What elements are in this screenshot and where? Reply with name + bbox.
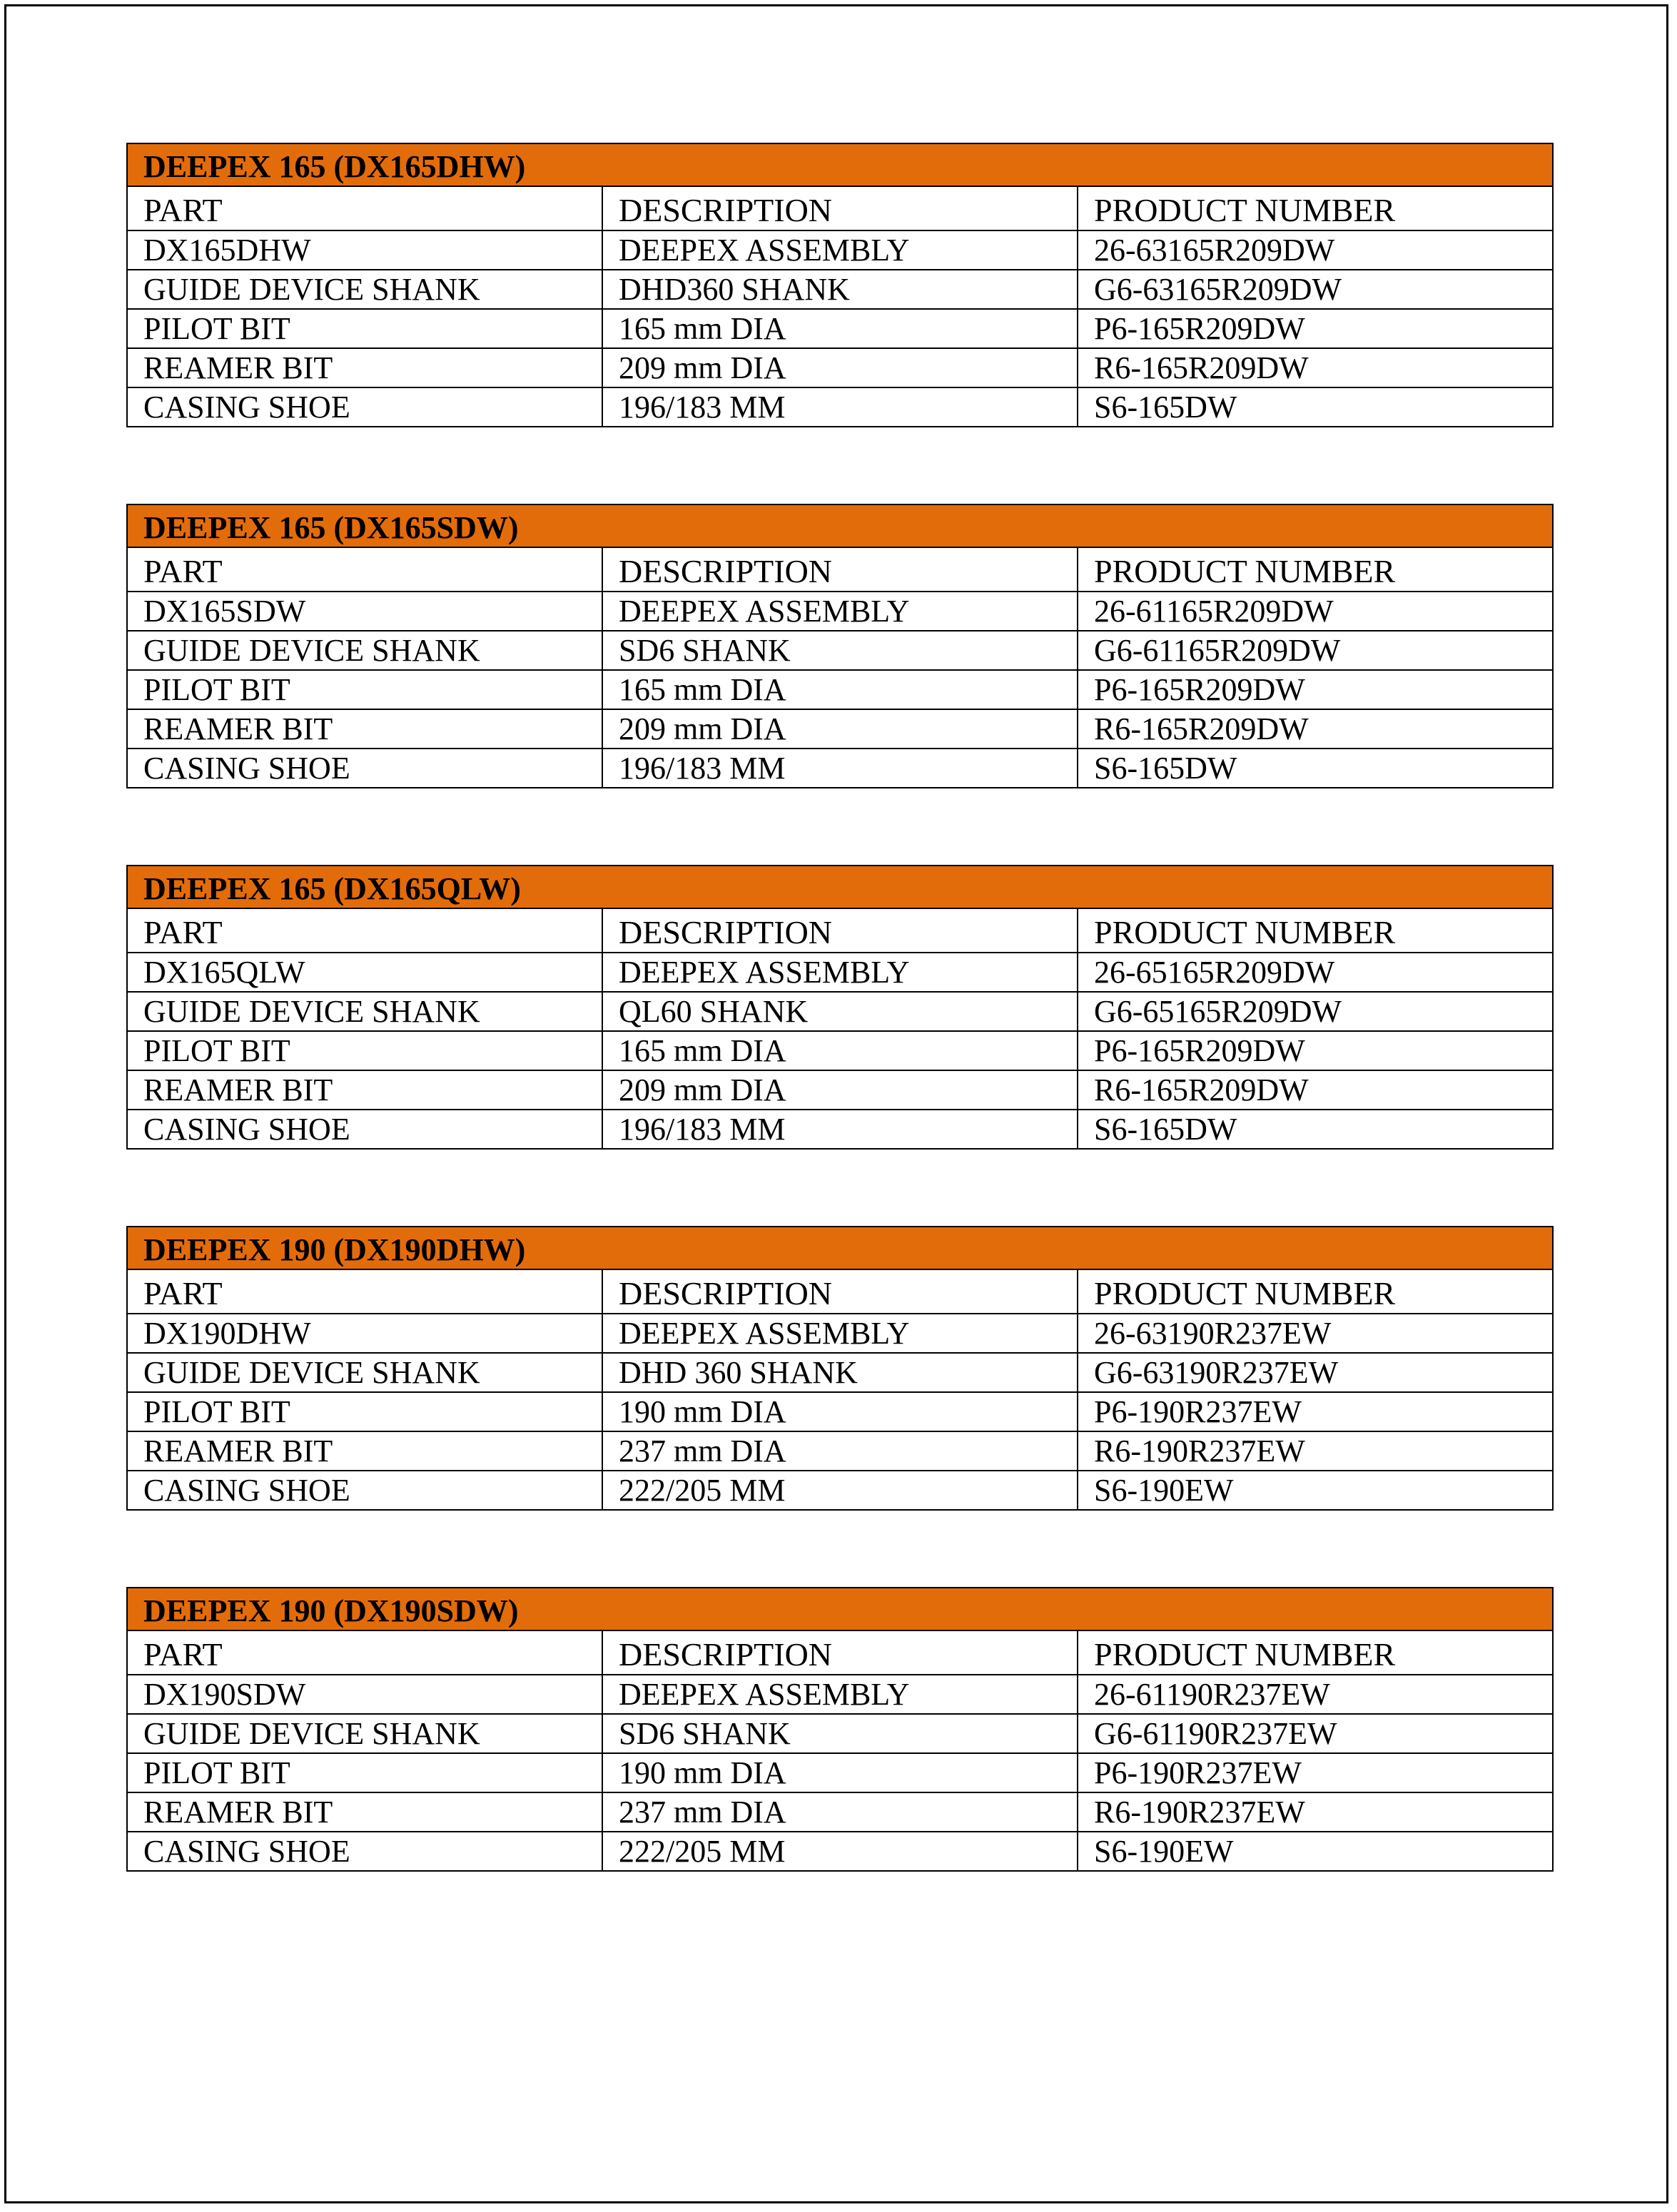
column-header-product-number: PRODUCT NUMBER (1078, 1630, 1553, 1675)
cell-description: SD6 SHANK (602, 631, 1078, 670)
cell-part: GUIDE DEVICE SHANK (127, 1353, 602, 1392)
cell-part: CASING SHOE (127, 1832, 602, 1871)
cell-product-number: G6-63190R237EW (1078, 1353, 1553, 1392)
parts-table (126, 1226, 1554, 1511)
column-header-description: DESCRIPTION (602, 1269, 1078, 1314)
table-row (127, 1353, 1553, 1392)
cell-description: DHD 360 SHANK (602, 1353, 1078, 1392)
cell-product-number: 26-63190R237EW (1078, 1314, 1553, 1353)
table-header-row (127, 1630, 1553, 1675)
cell-part: GUIDE DEVICE SHANK (127, 992, 602, 1031)
cell-product-number: G6-61165R209DW (1078, 631, 1553, 670)
table-row (127, 348, 1553, 387)
cell-product-number: R6-165R209DW (1078, 348, 1553, 387)
cell-product-number: R6-190R237EW (1078, 1792, 1553, 1832)
cell-product-number: G6-61190R237EW (1078, 1714, 1553, 1753)
column-header-part: PART (127, 908, 602, 953)
cell-part: DX165QLW (127, 953, 602, 992)
table-row (127, 992, 1553, 1031)
table-row (127, 1792, 1553, 1832)
cell-description: 190 mm DIA (602, 1753, 1078, 1792)
cell-product-number: R6-190R237EW (1078, 1431, 1553, 1471)
cell-description: DEEPEX ASSEMBLY (602, 592, 1078, 631)
cell-product-number: S6-165DW (1078, 1110, 1553, 1149)
cell-description: QL60 SHANK (602, 992, 1078, 1031)
column-header-description: DESCRIPTION (602, 908, 1078, 953)
parts-table (126, 1587, 1554, 1872)
table-title-row (127, 143, 1553, 186)
cell-part: DX165SDW (127, 592, 602, 631)
table-row (127, 953, 1553, 992)
cell-description: 165 mm DIA (602, 1031, 1078, 1070)
cell-product-number: 26-63165R209DW (1078, 230, 1553, 270)
column-header-part: PART (127, 1269, 602, 1314)
table-row (127, 1110, 1553, 1149)
cell-part: PILOT BIT (127, 309, 602, 348)
cell-part: PILOT BIT (127, 670, 602, 709)
column-header-product-number: PRODUCT NUMBER (1078, 547, 1553, 592)
table-row (127, 670, 1553, 709)
table-title: DEEPEX 190 (DX190SDW) (127, 1588, 1553, 1630)
cell-description: DEEPEX ASSEMBLY (602, 953, 1078, 992)
cell-product-number: P6-165R209DW (1078, 670, 1553, 709)
cell-product-number: P6-165R209DW (1078, 309, 1553, 348)
cell-description: 222/205 MM (602, 1471, 1078, 1510)
table-header-row (127, 1269, 1553, 1314)
table-row (127, 1714, 1553, 1753)
table-row (127, 1392, 1553, 1431)
table-header-row (127, 908, 1553, 953)
table-row (127, 387, 1553, 427)
cell-part: PILOT BIT (127, 1392, 602, 1431)
cell-part: CASING SHOE (127, 749, 602, 788)
table-row (127, 749, 1553, 788)
table-row (127, 592, 1553, 631)
table-row (127, 1471, 1553, 1510)
cell-product-number: S6-165DW (1078, 749, 1553, 788)
table-row (127, 1753, 1553, 1792)
cell-product-number: R6-165R209DW (1078, 1070, 1553, 1110)
column-header-product-number: PRODUCT NUMBER (1078, 186, 1553, 230)
cell-part: GUIDE DEVICE SHANK (127, 631, 602, 670)
cell-part: REAMER BIT (127, 348, 602, 387)
cell-part: GUIDE DEVICE SHANK (127, 270, 602, 309)
parts-table (126, 143, 1554, 427)
cell-product-number: S6-190EW (1078, 1832, 1553, 1871)
cell-product-number: G6-63165R209DW (1078, 270, 1553, 309)
cell-product-number: 26-61190R237EW (1078, 1675, 1553, 1714)
table-title-row (127, 1588, 1553, 1630)
cell-part: DX190DHW (127, 1314, 602, 1353)
cell-part: CASING SHOE (127, 1110, 602, 1149)
table-title: DEEPEX 165 (DX165DHW) (127, 143, 1553, 186)
table-title-row (127, 504, 1553, 547)
table-header-row (127, 547, 1553, 592)
table-title-row (127, 1227, 1553, 1269)
column-header-part: PART (127, 547, 602, 592)
column-header-description: DESCRIPTION (602, 186, 1078, 230)
table-row (127, 1675, 1553, 1714)
cell-product-number: S6-190EW (1078, 1471, 1553, 1510)
table-row (127, 1031, 1553, 1070)
cell-description: DEEPEX ASSEMBLY (602, 1314, 1078, 1353)
table-header-row (127, 186, 1553, 230)
cell-product-number: 26-61165R209DW (1078, 592, 1553, 631)
cell-description: 222/205 MM (602, 1832, 1078, 1871)
cell-product-number: P6-165R209DW (1078, 1031, 1553, 1070)
cell-description: 209 mm DIA (602, 348, 1078, 387)
cell-description: DEEPEX ASSEMBLY (602, 230, 1078, 270)
cell-description: 165 mm DIA (602, 670, 1078, 709)
cell-description: 196/183 MM (602, 749, 1078, 788)
cell-description: SD6 SHANK (602, 1714, 1078, 1753)
table-row (127, 309, 1553, 348)
table-title: DEEPEX 165 (DX165QLW) (127, 866, 1553, 908)
cell-description: 196/183 MM (602, 387, 1078, 427)
cell-product-number: R6-165R209DW (1078, 709, 1553, 749)
cell-part: DX165DHW (127, 230, 602, 270)
cell-part: REAMER BIT (127, 1070, 602, 1110)
cell-description: DEEPEX ASSEMBLY (602, 1675, 1078, 1714)
cell-product-number: P6-190R237EW (1078, 1392, 1553, 1431)
table-row (127, 1314, 1553, 1353)
cell-part: REAMER BIT (127, 709, 602, 749)
table-row (127, 631, 1553, 670)
cell-part: GUIDE DEVICE SHANK (127, 1714, 602, 1753)
table-title: DEEPEX 165 (DX165SDW) (127, 504, 1553, 547)
column-header-part: PART (127, 186, 602, 230)
table-title-row (127, 866, 1553, 908)
column-header-description: DESCRIPTION (602, 547, 1078, 592)
table-row (127, 1431, 1553, 1471)
cell-part: REAMER BIT (127, 1792, 602, 1832)
cell-part: REAMER BIT (127, 1431, 602, 1471)
cell-description: 237 mm DIA (602, 1792, 1078, 1832)
parts-table (126, 865, 1554, 1150)
column-header-product-number: PRODUCT NUMBER (1078, 908, 1553, 953)
cell-part: CASING SHOE (127, 1471, 602, 1510)
column-header-description: DESCRIPTION (602, 1630, 1078, 1675)
table-row (127, 230, 1553, 270)
cell-product-number: P6-190R237EW (1078, 1753, 1553, 1792)
table-row (127, 1832, 1553, 1871)
cell-part: PILOT BIT (127, 1031, 602, 1070)
cell-description: 209 mm DIA (602, 709, 1078, 749)
cell-description: DHD360 SHANK (602, 270, 1078, 309)
cell-product-number: G6-65165R209DW (1078, 992, 1553, 1031)
parts-table (126, 504, 1554, 788)
cell-part: CASING SHOE (127, 387, 602, 427)
column-header-part: PART (127, 1630, 602, 1675)
column-header-product-number: PRODUCT NUMBER (1078, 1269, 1553, 1314)
table-row (127, 270, 1553, 309)
cell-product-number: 26-65165R209DW (1078, 953, 1553, 992)
cell-description: 209 mm DIA (602, 1070, 1078, 1110)
cell-description: 237 mm DIA (602, 1431, 1078, 1471)
cell-description: 196/183 MM (602, 1110, 1078, 1149)
table-title: DEEPEX 190 (DX190DHW) (127, 1227, 1553, 1269)
cell-part: DX190SDW (127, 1675, 602, 1714)
cell-description: 190 mm DIA (602, 1392, 1078, 1431)
parts-tables (126, 143, 1552, 1948)
table-row (127, 709, 1553, 749)
cell-part: PILOT BIT (127, 1753, 602, 1792)
cell-description: 165 mm DIA (602, 309, 1078, 348)
cell-product-number: S6-165DW (1078, 387, 1553, 427)
table-row (127, 1070, 1553, 1110)
